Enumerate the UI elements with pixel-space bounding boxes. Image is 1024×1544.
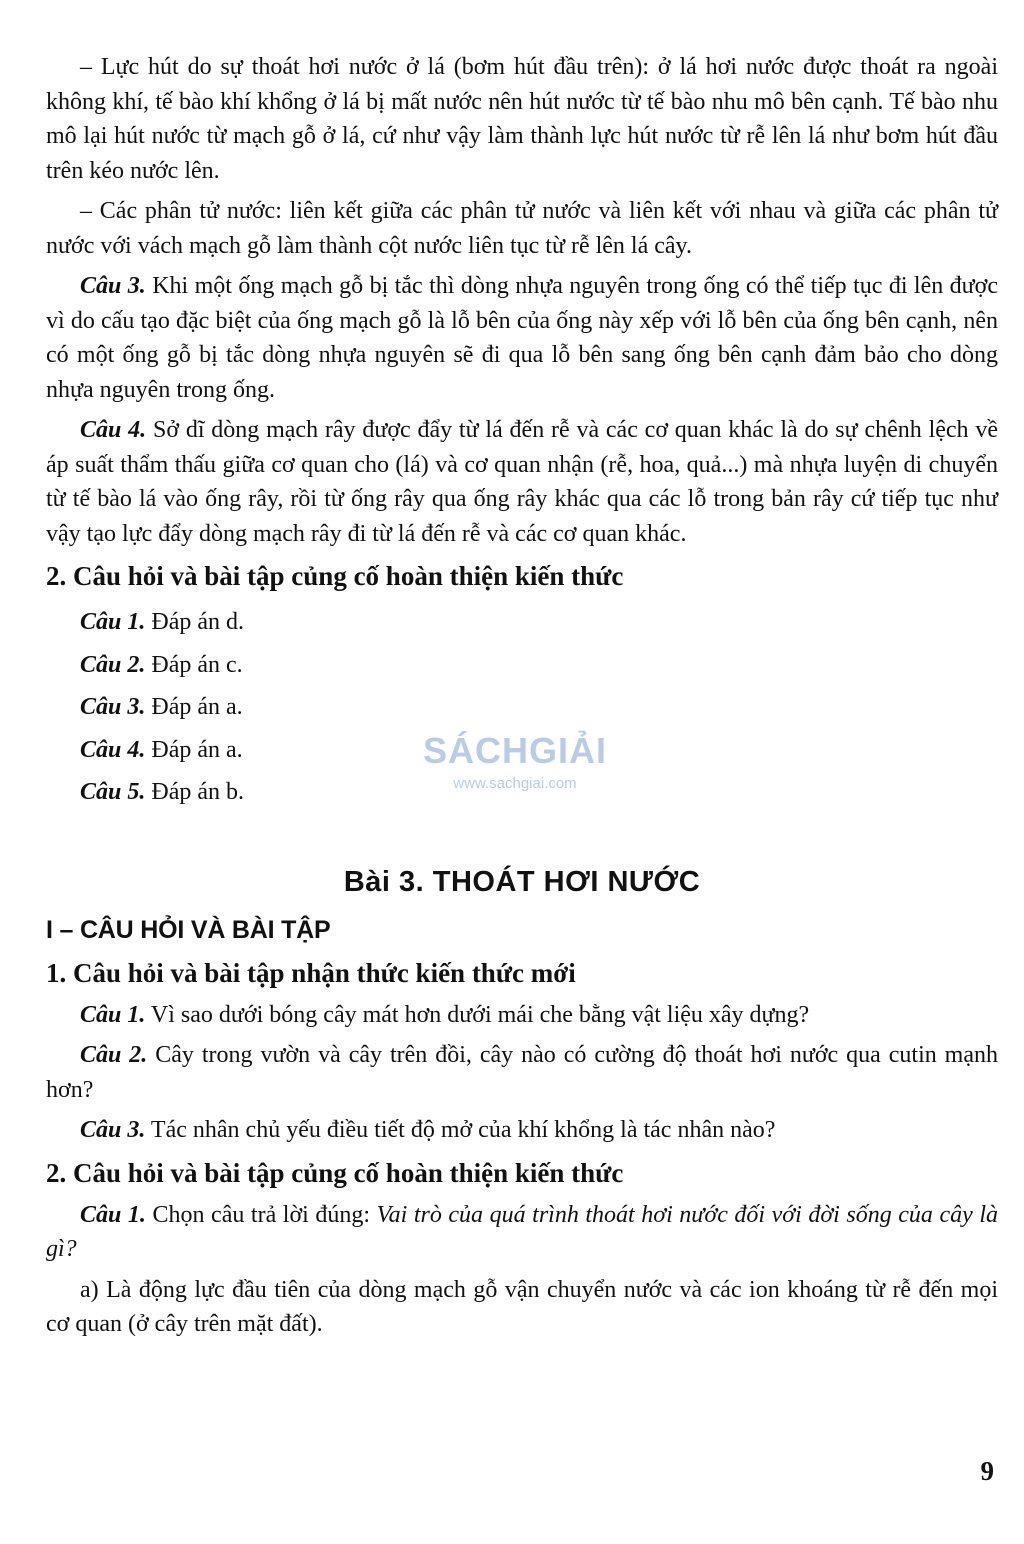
answer-text: Đáp án c.	[145, 651, 243, 678]
question-label: Câu 3.	[80, 1117, 146, 1143]
watermark-brand: SÁCHGIẢI	[422, 730, 607, 771]
question-label: Câu 4.	[80, 417, 147, 443]
question-text: Vì sao dưới bóng cây mát hơn dưới mái che bằng vật liệu xây dựng?	[145, 1001, 810, 1028]
page-number: 9	[980, 1456, 994, 1486]
answer-item	[46, 601, 998, 644]
answer-text: Đáp án a.	[145, 736, 243, 763]
answer-label: Câu 3.	[80, 694, 146, 720]
answer-text: Đáp án d.	[145, 609, 244, 635]
paragraph-suction-force: – Lực hút do sự thoát hơi nước ở lá (bơm hút đầu trên): ở lá hơi nước được thoát ra ngoài không khí, tế bào khí khổng ở lá bị mất nước nên hút nước từ tế bào nhu mô bên cạnh. Tế bào nhu mô lại hút nước từ mạch gỗ ở lá, cứ như vậy làm thành lực hút nước từ rễ lên lá như bơm hút đầu trên kéo nước lên.	[46, 54, 998, 184]
option-a: a) Là động lực đầu tiên của dòng mạch gỗ vận chuyển nước và các ion khoáng từ rễ đến mọi cơ quan (ở cây trên mặt đất).	[46, 1276, 998, 1337]
watermark	[410, 726, 620, 794]
heading-review-2: 2. Câu hỏi và bài tập củng cố hoàn thiện kiến thức	[46, 1157, 624, 1188]
question-text: Cây trong vườn và cây trên đồi, cây nào có cường độ thoát hơi nước qua cutin mạnh hơn?	[46, 1042, 999, 1103]
question-text: Tác nhân chủ yếu điều tiết độ mở của khí khổng là tác nhân nào?	[145, 1117, 776, 1143]
answer-label: Câu 1.	[80, 609, 146, 635]
question-label: Câu 2.	[80, 1042, 148, 1068]
lesson-title: Bài 3. THOÁT HƠI NƯỚC	[343, 865, 701, 898]
answer-label: Câu 4.	[80, 736, 146, 763]
answer-text: Đáp án b.	[145, 779, 244, 805]
page-content	[46, 50, 998, 1348]
new-question-3	[46, 1113, 998, 1148]
review-question-1	[46, 1198, 998, 1267]
section-title: I – CÂU HỎI VÀ BÀI TẬP	[46, 915, 331, 944]
answer-text: Đáp án a.	[145, 694, 243, 720]
new-question-1	[46, 998, 998, 1033]
watermark-url: www.sachgiai.com	[453, 775, 577, 792]
paragraph-question-4	[46, 413, 998, 551]
heading-new-knowledge: 1. Câu hỏi và bài tập nhận thức kiến thức mới	[46, 957, 576, 988]
answer-item	[46, 644, 998, 687]
question-label: Câu 1.	[80, 1201, 146, 1228]
answer-item	[46, 686, 998, 729]
question-label: Câu 1.	[80, 1001, 146, 1028]
answer-label: Câu 5.	[80, 779, 146, 805]
question-label: Câu 3.	[80, 273, 146, 299]
question-text: Khi một ống mạch gỗ bị tắc thì dòng nhựa nguyên trong ống có thể tiếp tục đi lên được vì do cấu tạo đặc biệt của ống mạch gỗ là lỗ bên của ống này xếp với lỗ bên của ống bên cạnh, nên có một ống gỗ bị tắc dòng nhựa nguyên sẽ đi qua lỗ bên sang ống bên cạnh đảm bảo cho dòng nhựa nguyên trong ống.	[46, 273, 998, 403]
paragraph-water-molecules: – Các phân tử nước: liên kết giữa các phân tử nước và liên kết với nhau và giữa các phân tử nước với vách mạch gỗ làm thành cột nước liên tục từ rễ lên lá cây.	[46, 198, 998, 259]
question-text: Sở dĩ dòng mạch rây được đẩy từ lá đến rễ và các cơ quan khác là do sự chênh lệch về áp suất thẩm thấu giữa cơ quan cho (lá) và cơ quan nhận (rễ, hoa, quả...) mà nhựa luyện di chuyển từ tế bào lá vào ống rây, rồi từ ống rây qua ống rây khác qua các lỗ trong bản rây cứ tiếp tục như vậy tạo lực đẩy dòng mạch rây đi từ lá đến rễ và các cơ quan khác.	[46, 417, 998, 547]
answer-label: Câu 2.	[80, 651, 146, 678]
paragraph-question-3	[46, 269, 998, 407]
question-italic-text: Vai trò của quá trình thoát hơi nước đối với đời sống của cây là gì?	[46, 1201, 999, 1262]
new-question-2	[46, 1038, 998, 1107]
question-prefix: Chọn câu trả lời đúng:	[145, 1201, 377, 1228]
heading-review-1: 2. Câu hỏi và bài tập củng cố hoàn thiện kiến thức	[46, 561, 624, 591]
